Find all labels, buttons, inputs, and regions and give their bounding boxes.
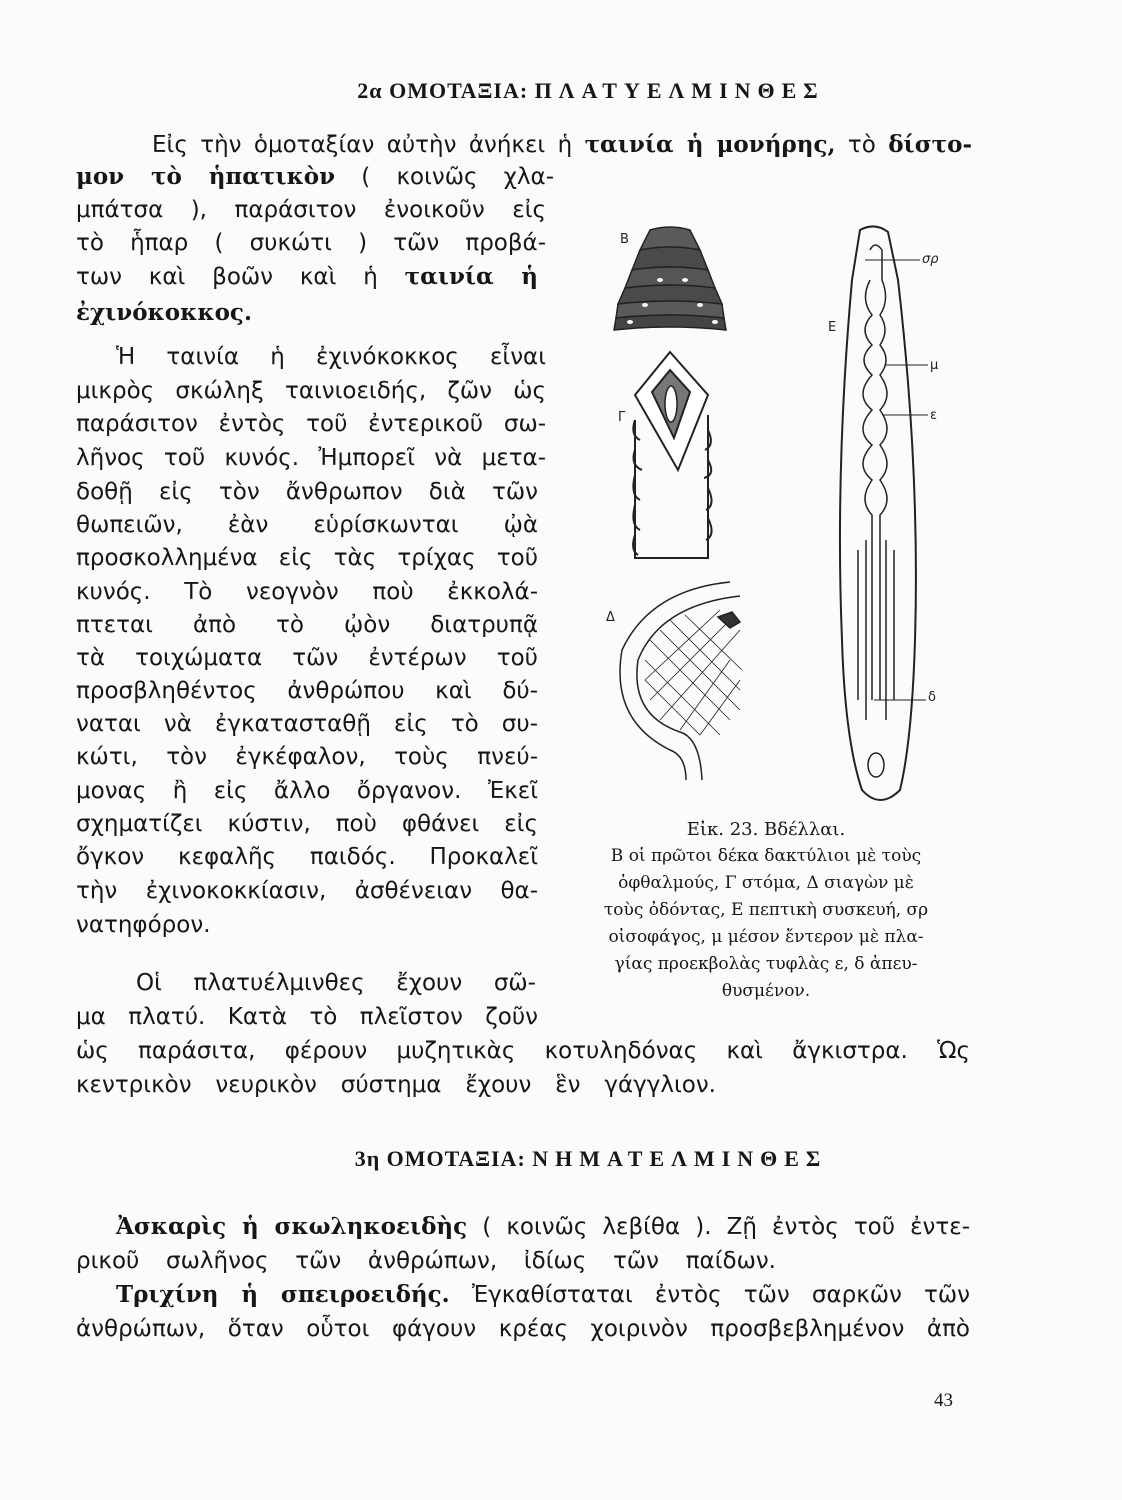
leech-jaw [620,582,742,780]
text-segment: ( κοινῶς χλα- [335,164,554,190]
section-heading-nematodes [0,1146,1122,1172]
text-line [76,776,538,806]
text-line [76,443,546,473]
figure-label-m: μ [930,358,939,373]
text-segment: ὡς παράσιτα, φέρουν μυζητικὰς κοτυληδόνας καὶ ἄγκιστρα. Ὡς [76,1038,970,1064]
heading-title: ΠΛΑΤΥΕΛΜΙΝΘΕΣ [534,78,825,103]
bold-term: ἐχινόκοκκος. [76,299,252,326]
leech-illustration [590,220,970,810]
text-segment: Ἡ ταινία ἡ ἐχινόκοκκος εἶναι [116,344,546,370]
leech-mouth [633,352,711,558]
text-segment: ὄγκον κεφαλῆς παιδός. Προκαλεῖ [76,844,538,870]
text-segment: Εἰς τὴν ὁμοταξίαν αὐτὴν ἀνήκει ἡ [152,132,585,158]
text-segment: ( κοινῶς λεβίθα ). Ζῇ ἐντὸς τοῦ ἐντε- [467,1214,970,1240]
caption-line: γίας προεκβολὰς τυφλὰς ε, δ ἀπευ- [614,954,918,974]
caption-line: τοὺς ὀδόντας, Ε πεπτικὴ συσκευή, σρ [603,900,929,920]
text-segment: ἀνθρώπων, ὅταν οὗτοι φάγουν κρέας χοιρινὸν προσβεβλημένον ἀπὸ [76,1316,970,1342]
bold-term: μον τὸ ἡπατικὸν [76,163,336,190]
text-segment: κυνός. Τὸ νεογνὸν ποὺ ἐκκολά- [76,579,538,605]
text-segment: προσκολλημένα εἰς τὰς τρίχας τοῦ [76,545,538,571]
text-line [76,709,538,739]
figure-leeches [590,220,970,810]
bold-term: Ἀσκαρὶς ἡ σκωληκοειδὴς [116,1213,468,1240]
text-segment: των καὶ βοῶν καὶ ἡ [76,264,405,290]
caption-line: οἰσοφάγος, μ μέσον ἔντερον μὲ πλα- [608,927,924,947]
text-line [76,195,546,225]
bold-term: Τριχίνη ἡ σπειροειδής. [116,1281,450,1308]
text-line [76,876,538,906]
text-line [76,298,276,328]
text-line [116,342,546,372]
caption-line: ὀφθαλμούς, Γ στόμα, Δ σιαγὼν μὲ [618,873,914,893]
text-line [76,742,538,772]
page-number: 43 [934,1390,953,1411]
text-line [76,610,538,640]
caption-line: θυσμένον. [721,981,811,1001]
text-line [76,577,538,607]
section-heading-platyhelminthes [0,78,1122,104]
bold-term: ταινία ἡ [404,263,538,290]
text-line [76,809,538,839]
text-segment: τὸ ἧπαρ ( συκώτι ) τῶν προβά- [76,230,546,256]
figure-label-d: Δ [606,610,615,625]
text-line [76,162,554,192]
figure-label-b: Β [620,232,629,247]
text-segment: κεντρικὸν νευρικὸν σύστημα ἔχουν ἓν γάγγλιον. [76,1072,716,1098]
text-line [76,842,538,872]
figure-label-e-small: ε [930,408,938,423]
text-line [76,376,546,406]
text-segment: προσβληθέντος ἀνθρώπου καὶ δύ- [76,678,538,704]
text-line [76,543,538,573]
text-segment: ναται νὰ ἐγκατασταθῇ εἰς τὸ συ- [76,711,538,737]
text-segment: μικρὸς σκώληξ ταινιοειδής, ζῶν ὡς [76,378,546,404]
text-segment: μονας ἢ εἰς ἄλλο ὄργανον. Ἐκεῖ [76,778,538,804]
heading-title: ΝΗΜΑΤΕΛΜΙΝΘΕΣ [532,1146,828,1171]
text-segment: τὴν ἐχινοκοκκίασιν, ἀσθένειαν θα- [76,878,538,904]
figure-label-g: Γ [618,410,626,425]
text-segment: νατηφόρον. [76,912,211,938]
text-segment: λῆνος τοῦ κυνός. Ἠμπορεῖ νὰ μετα- [76,445,546,471]
text-segment: Οἱ πλατυέλμινθες ἔχουν σῶ- [136,970,536,996]
text-line [76,643,538,673]
caption-line: Β οἱ πρῶτοι δέκα δακτύλιοι μὲ τοὺς [610,846,922,866]
text-segment: κώτι, τὸν ἐγκέφαλον, τοὺς πνεύ- [76,744,538,770]
text-segment: ρικοῦ σωλῆνος τῶν ἀνθρώπων, ἰδίως τῶν παίδων. [76,1248,776,1274]
leech-digestive-system [840,226,928,800]
figure-caption [556,816,976,1005]
heading-prefix: 3η ΟΜΟΤΑΞΙΑ: [354,1146,526,1171]
text-segment: θωπειῶν, ἐὰν εὑρίσκωνται ᾠὰ [76,512,538,538]
text-segment: Ἐγκαθίσταται ἐντὸς τῶν σαρκῶν τῶν [449,1282,970,1308]
text-line [116,1212,970,1242]
leech-head-segments [614,227,726,330]
text-segment: σχηματίζει κύστιν, ποὺ φθάνει εἰς [76,811,538,837]
text-segment: δοθῇ εἰς τὸν ἄνθρωπον διὰ τῶν [76,479,538,505]
text-line [76,1002,538,1032]
text-line [152,130,972,160]
bold-term: ταινία ἡ μονήρης, [584,131,836,158]
figure-label-sr: σρ [922,252,939,267]
text-segment: μπάτσα ), παράσιτον ἐνοικοῦν εἰς [76,197,546,223]
text-segment: τὸ [835,132,889,158]
text-line [76,262,538,292]
bold-term: δίστο- [888,131,973,158]
text-line [76,676,538,706]
text-segment: παράσιτον ἐντὸς τοῦ ἐντερικοῦ σω- [76,411,546,437]
figure-label-d-small: δ [928,690,936,705]
text-segment: μα πλατύ. Κατὰ τὸ πλεῖστον ζοῦν [76,1004,538,1030]
text-line [76,409,546,439]
text-line [76,910,236,940]
text-line [76,228,546,258]
text-segment: τὰ τοιχώματα τῶν ἐντέρων τοῦ [76,645,538,671]
text-line [76,1036,970,1066]
text-segment: πτεται ἀπὸ τὸ ᾠὸν διατρυπᾷ [76,612,538,638]
text-line [136,968,536,998]
text-line [76,1314,970,1344]
caption-title: Εἰκ. 23. Βδέλλαι. [686,819,846,840]
heading-prefix: 2α ΟΜΟΤΑΞΙΑ: [357,78,529,103]
text-line [76,1070,716,1100]
text-line [76,1246,776,1276]
figure-label-e: Ε [828,320,837,335]
text-line [116,1280,970,1310]
text-line [76,510,538,540]
text-line [76,477,538,507]
